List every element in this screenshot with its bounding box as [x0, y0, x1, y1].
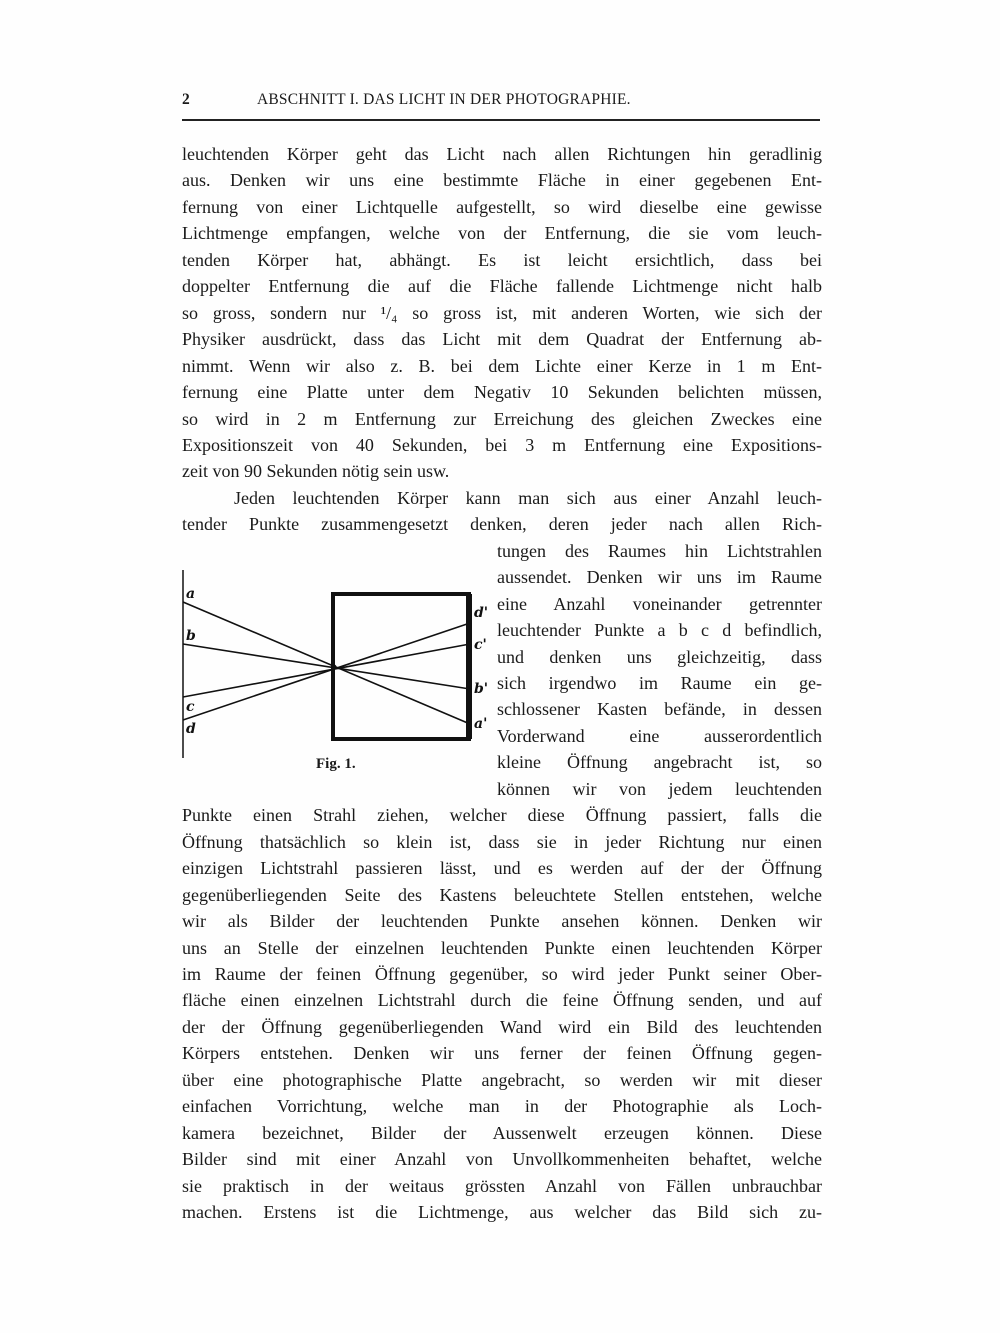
text-line: sie praktisch in der weitaus grössten Anzahl von Fällen unbrauchbar — [182, 1175, 822, 1196]
svg-text:a: a — [186, 586, 196, 602]
text-line: kleine Öffnung angebracht ist, so — [497, 752, 822, 773]
text-line: sich irgendwo im Raume ein ge- — [497, 673, 822, 693]
text-line: aus. Denken wir uns eine bestimmte Fläche in einer gegebenen Ent- — [182, 170, 822, 191]
pinhole — [332, 665, 337, 670]
text-line: fernung eine Platte unter dem Negativ 10 Sekunden belichten müssen, — [182, 382, 822, 403]
object-labels — [186, 586, 196, 737]
text-line: nimmt. Wenn wir also z. B. bei dem Lichte einer Kerze in 1 m Ent- — [182, 355, 822, 376]
text-line: doppelter Entfernung die auf die Fläche fallende Lichtmenge nicht halb — [182, 276, 822, 297]
svg-text:d: d — [186, 721, 196, 737]
svg-text:b: b — [186, 628, 196, 644]
text-line: Jeden leuchtenden Körper kann man sich aus einer Anzahl leuch- — [234, 487, 822, 508]
text-line: so gross, sondern nur ¹/₄ so gross ist, mit anderen Worten, wie sich der — [182, 302, 822, 323]
text-line: uns an Stelle der einzelnen leuchtenden Punkte einen leuchtenden Körper — [182, 937, 822, 958]
text-line: Körpers entstehen. Denken wir uns ferner der feinen Öffnung gegen- — [182, 1043, 822, 1064]
text-line: leuchtenden Körper geht das Licht nach allen Richtungen hin geradlinig — [182, 144, 822, 164]
text-line: Expositionszeit von 40 Sekunden, bei 3 m Entfernung eine Expositions- — [182, 434, 822, 455]
text-line: wir als Bilder der leuchtenden Punkte ansehen können. Denken wir — [182, 911, 822, 932]
text-line: fläche einen einzelnen Lichtstrahl durch die feine Öffnung senden, und auf — [182, 990, 822, 1011]
text-line: und denken uns gleichzeitig, dass — [497, 646, 822, 667]
text-line: machen. Erstens ist die Lichtmenge, aus welcher das Bild sich zu- — [182, 1202, 822, 1222]
text-line: tungen des Raumes hin Lichtstrahlen — [497, 540, 822, 561]
text-line: aussendet. Denken wir uns im Raume — [497, 567, 822, 588]
text-line: Öffnung thatsächlich so klein ist, dass sie in jeder Richtung nur einen — [182, 831, 822, 852]
camera-box — [333, 594, 469, 739]
image-labels — [474, 605, 488, 732]
text-line: Physiker ausdrückt, dass das Licht mit dem Quadrat der Entfernung ab- — [182, 329, 822, 350]
svg-text:c: c — [186, 699, 195, 715]
text-line: einfachen Vorrichtung, welche man in der Photographie als Loch- — [182, 1096, 822, 1117]
text-line: über eine photographische Platte angebracht, so werden wir mit dieser — [182, 1069, 822, 1090]
light-rays — [183, 602, 470, 724]
running-title: ABSCHNITT I. DAS LICHT IN DER PHOTOGRAPHIE. — [257, 91, 631, 108]
text-line: zeit von 90 Sekunden nötig sein usw. — [182, 461, 450, 482]
text-line: Lichtmenge empfangen, welche von der Entfernung, die sie vom leuch- — [182, 223, 822, 244]
text-line: schlossener Kasten befände, in dessen — [497, 699, 822, 720]
text-line: tender Punkte zusammengesetzt denken, deren jeder nach allen Rich- — [182, 514, 822, 535]
svg-text:d': d' — [474, 605, 489, 621]
figure-caption: Fig. 1. — [316, 756, 356, 772]
text-line: im Raume der feinen Öffnung gegenüber, so wird jeder Punkt seiner Ober- — [182, 963, 822, 984]
text-line: kamera bezeichnet, Bilder der Aussenwelt erzeugen können. Diese — [182, 1122, 822, 1143]
text-line: Vorderwand eine ausserordentlich — [497, 725, 822, 746]
text-line: eine Anzahl voneinander getrennter — [497, 593, 822, 614]
page-number: 2 — [182, 91, 190, 108]
text-line: einzigen Lichtstrahl passieren lässt, und es werden auf der der Öffnung — [182, 858, 822, 879]
svg-text:b': b' — [474, 681, 489, 697]
text-line: können wir von jedem leuchtenden — [497, 778, 822, 799]
text-line: der der Öffnung gegenüberliegenden Wand wird ein Bild des leuchtenden — [182, 1016, 822, 1037]
text-line: gegenüberliegenden Seite des Kastens beleuchtete Stellen entstehen, welche — [182, 884, 822, 905]
text-line: tenden Körper hat, abhängt. Es ist leicht ersichtlich, dass bei — [182, 249, 822, 270]
svg-text:c': c' — [474, 637, 487, 653]
text-line: Bilder sind mit einer Anzahl von Unvollkommenheiten behaftet, welche — [182, 1149, 822, 1170]
text-line: leuchtender Punkte a b c d befindlich, — [497, 620, 822, 641]
text-line: so wird in 2 m Entfernung zur Erreichung des gleichen Zweckes eine — [182, 408, 822, 429]
text-line: fernung von einer Lichtquelle aufgestellt, so wird dieselbe eine gewisse — [182, 196, 822, 217]
text-line: Punkte einen Strahl ziehen, welcher diese Öffnung passiert, falls die — [182, 805, 822, 826]
svg-text:a': a' — [474, 716, 488, 732]
